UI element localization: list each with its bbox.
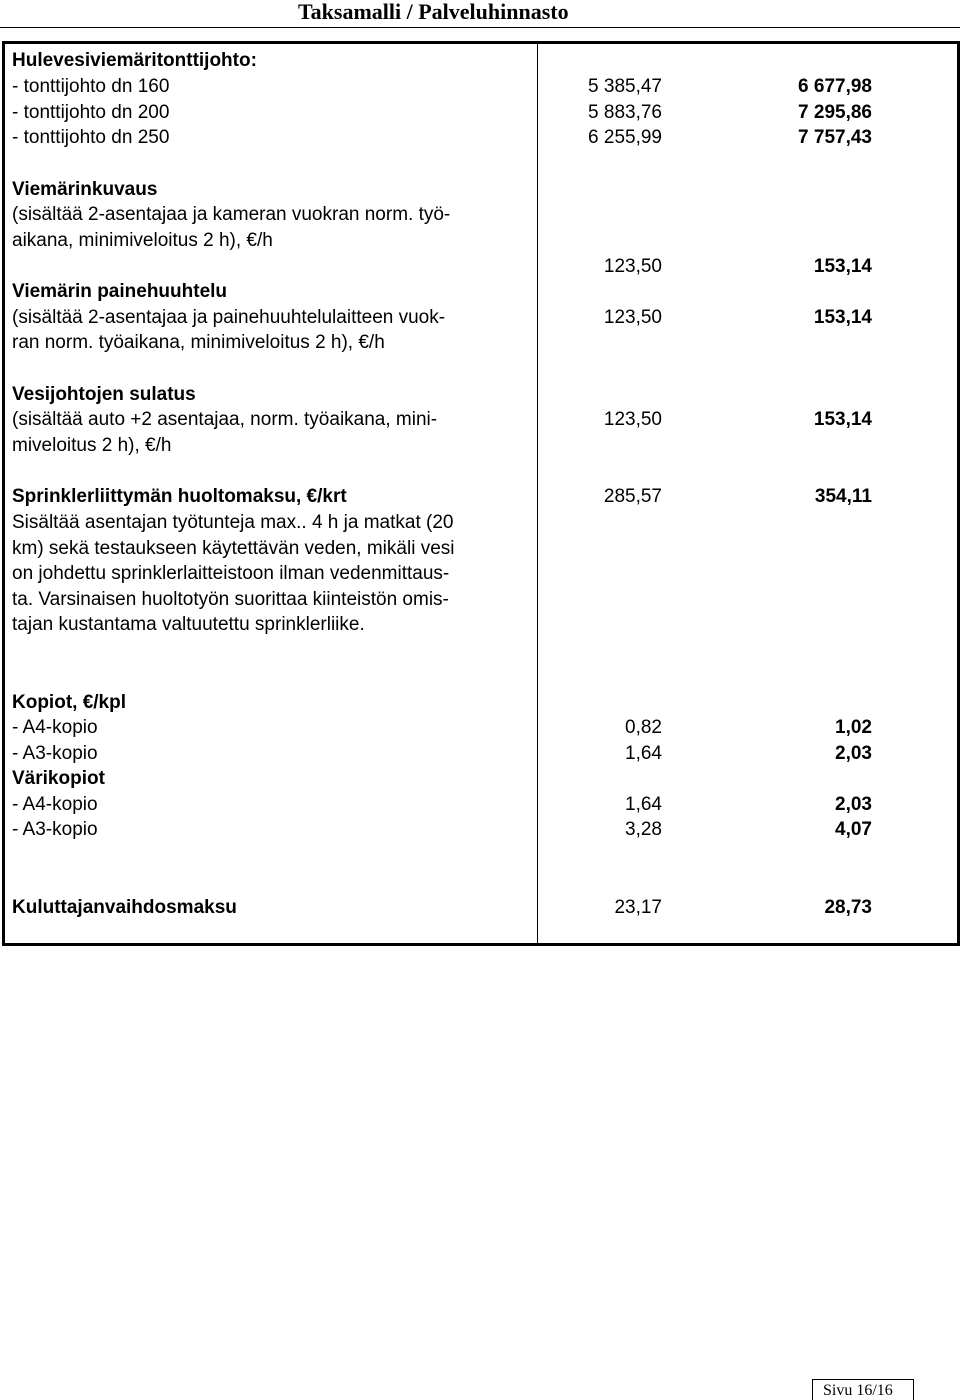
price-vat: 354,11 [814, 486, 872, 507]
section-title-sulatus: Vesijohtojen sulatus [12, 384, 196, 405]
section-title-paine: Viemärin painehuuhtelu [12, 281, 228, 302]
section-description: (sisältää 2-asentajaa ja painehuuhtelulaitteen vuok- [12, 307, 446, 328]
section-description: miveloitus 2 h), €/h [12, 435, 172, 456]
price-vat0: 1,64 [625, 794, 662, 815]
price-table [2, 41, 960, 946]
table-row-label: - tonttijohto dn 160 [12, 76, 170, 97]
price-vat0: 23,17 [614, 897, 662, 918]
price-vat: 1,02 [835, 717, 872, 738]
page-footer [812, 1379, 914, 1400]
table-row-label: - tonttijohto dn 250 [12, 127, 170, 148]
section-description: on johdettu sprinklerlaitteistoon ilman vedenmittaus- [12, 563, 450, 584]
price-vat0: 123,50 [603, 256, 662, 277]
price-vat: 2,03 [835, 743, 872, 764]
price-vat0: 1,64 [625, 743, 662, 764]
price-vat: 6 677,98 [798, 76, 872, 97]
price-vat0: 285,57 [603, 486, 662, 507]
section-title-kopiot: Kopiot, €/kpl [12, 692, 126, 713]
section-title-kuvaus: Viemärinkuvaus [12, 179, 158, 200]
section-subtitle-varikopiot: Värikopiot [12, 768, 105, 789]
table-row-label: - A3-kopio [12, 743, 98, 764]
page-number: Sivu 16/16 [823, 1382, 893, 1399]
price-vat0: 3,28 [625, 819, 662, 840]
price-vat: 2,03 [835, 794, 872, 815]
price-vat0: 123,50 [603, 307, 662, 328]
table-row-label: - A3-kopio [12, 819, 98, 840]
price-vat0: 5 385,47 [588, 76, 662, 97]
price-vat0: 0,82 [625, 717, 662, 738]
price-vat: 153,14 [813, 307, 872, 328]
section-description: (sisältää 2-asentajaa ja kameran vuokran norm. työ- [12, 204, 451, 225]
section-description: aikana, minimiveloitus 2 h), €/h [12, 230, 273, 251]
price-vat0: 6 255,99 [588, 127, 662, 148]
table-row-label: - tonttijohto dn 200 [12, 102, 170, 123]
price-vat: 7 295,86 [798, 102, 872, 123]
section-description: Sisältää asentajan työtunteja max.. 4 h ja matkat (20 [12, 512, 454, 533]
price-vat: 153,14 [813, 409, 872, 430]
section-description: ran norm. työaikana, minimiveloitus 2 h), €/h [12, 332, 385, 353]
price-vat0: 5 883,76 [588, 102, 662, 123]
section-title-vaihto: Kuluttajanvaihdosmaksu [12, 897, 237, 918]
section-title-huleves: Hulevesiviemäritonttijohto: [12, 50, 257, 71]
section-title-sprinkler: Sprinklerliittymän huoltomaksu, €/krt [12, 486, 347, 507]
page-title: Taksamalli / Palveluhinnasto [298, 0, 569, 24]
page-header [0, 0, 960, 28]
price-vat: 28,73 [824, 897, 872, 918]
price-vat0: 123,50 [603, 409, 662, 430]
table-row-label: - A4-kopio [12, 794, 98, 815]
section-description: ta. Varsinaisen huoltotyön suorittaa kiinteistön omis- [12, 589, 449, 610]
section-description: tajan kustantama valtuutettu sprinklerliike. [12, 614, 365, 635]
price-vat: 7 757,43 [798, 127, 872, 148]
price-vat: 153,14 [813, 256, 872, 277]
table-row-label: - A4-kopio [12, 717, 98, 738]
section-description: (sisältää auto +2 asentajaa, norm. työaikana, mini- [12, 409, 438, 430]
price-vat: 4,07 [835, 819, 872, 840]
section-description: km) sekä testaukseen käytettävän veden, mikäli vesi [12, 538, 455, 559]
